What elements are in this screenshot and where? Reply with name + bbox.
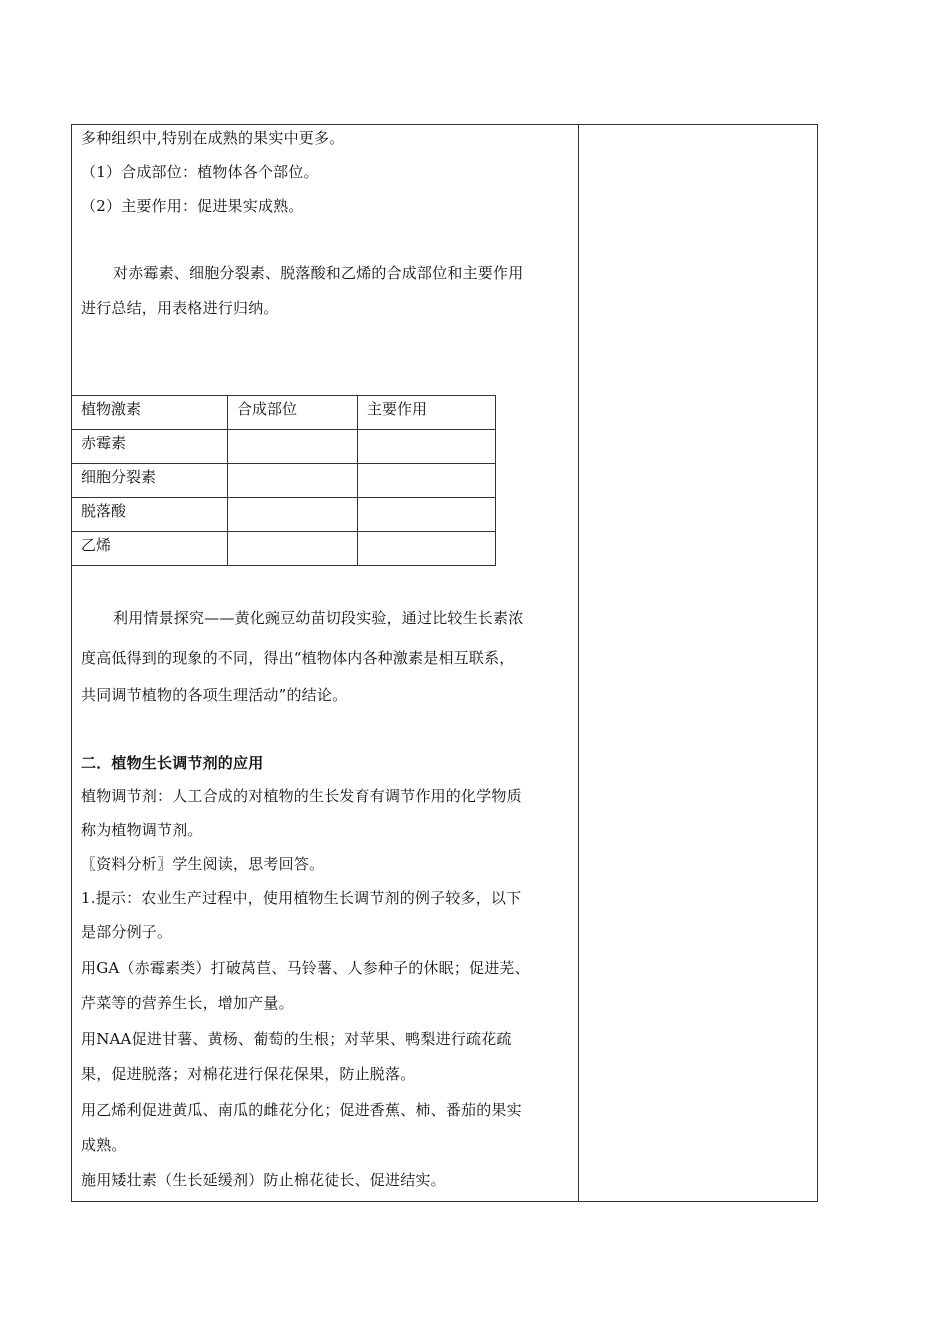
table-row — [72, 430, 496, 464]
section-title: 二．植物生长调节剂的应用 — [81, 754, 264, 772]
table-header: 植物激素 — [72, 396, 228, 430]
table-cell: 乙烯 — [72, 532, 228, 566]
body-line: 1.提示：农业生产过程中，使用植物生长调节剂的例子较多，以下 — [81, 889, 522, 907]
summary-line: 进行总结，用表格进行归纳。 — [81, 299, 279, 317]
summary-line: 对赤霉素、细胞分裂素、脱落酸和乙烯的合成部位和主要作用 — [113, 264, 524, 282]
table-cell — [358, 498, 496, 532]
explore-line: 共同调节植物的各项生理活动”的结论。 — [81, 686, 348, 704]
table-row — [72, 532, 496, 566]
table-cell — [358, 464, 496, 498]
table-cell — [228, 498, 358, 532]
column-divider — [578, 124, 579, 1202]
body-line: 〖资料分析〗学生阅读，思考回答。 — [81, 855, 325, 873]
hormone-summary-table — [71, 395, 496, 566]
body-line: 是部分例子。 — [81, 923, 173, 941]
body-line: 称为植物调节剂。 — [81, 821, 203, 839]
body-line: 植物调节剂：人工合成的对植物的生长发育有调节作用的化学物质 — [81, 787, 522, 805]
table-row — [72, 498, 496, 532]
body-line: 施用矮壮素（生长延缓剂）防止棉花徒长、促进结实。 — [81, 1171, 446, 1189]
body-line: 果，促进脱落；对棉花进行保花保果，防止脱落。 — [81, 1065, 416, 1083]
table-cell — [358, 532, 496, 566]
table-cell: 细胞分裂素 — [72, 464, 228, 498]
table-cell: 赤霉素 — [72, 430, 228, 464]
explore-line: 利用情景探究——黄化豌豆幼苗切段实验，通过比较生长素浓 — [113, 609, 524, 627]
body-line: 用GA（赤霉素类）打破莴苣、马铃薯、人参种子的休眠；促进芜、 — [81, 959, 530, 977]
body-line: 用NAA促进甘薯、黄杨、葡萄的生根；对苹果、鸭梨进行疏花疏 — [81, 1030, 512, 1048]
table-header: 合成部位 — [228, 396, 358, 430]
text-line: （2）主要作用：促进果实成熟。 — [81, 197, 304, 215]
body-line: 芹菜等的营养生长，增加产量。 — [81, 994, 294, 1012]
table-row — [72, 396, 496, 430]
text-line: （1）合成部位：植物体各个部位。 — [81, 163, 319, 181]
table-cell — [228, 532, 358, 566]
table-cell: 脱落酸 — [72, 498, 228, 532]
table-cell — [228, 430, 358, 464]
body-line: 用乙烯利促进黄瓜、南瓜的雌花分化；促进香蕉、柿、番茄的果实 — [81, 1101, 522, 1119]
body-line: 成熟。 — [81, 1136, 127, 1154]
table-row — [72, 464, 496, 498]
explore-line: 度高低得到的现象的不同，得出“植物体内各种激素是相互联系， — [81, 649, 515, 667]
table-cell — [228, 464, 358, 498]
table-cell — [358, 430, 496, 464]
table-header: 主要作用 — [358, 396, 496, 430]
text-line: 多种组织中,特别在成熟的果实中更多。 — [81, 129, 345, 147]
